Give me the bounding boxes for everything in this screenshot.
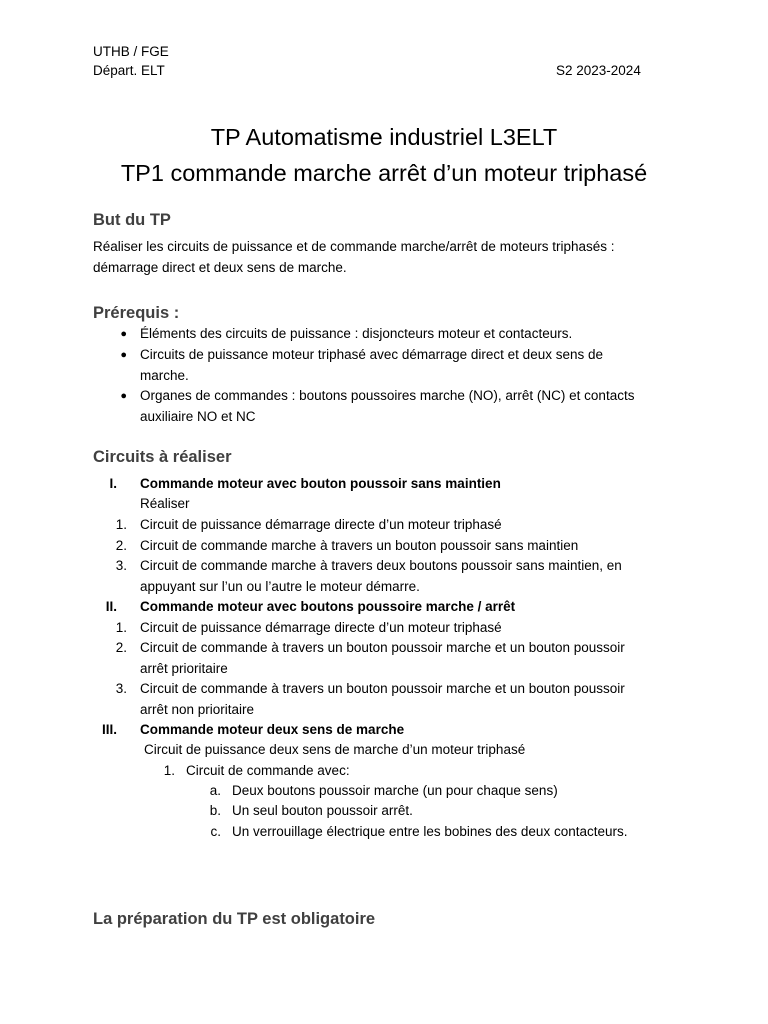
list-item-text: arrêt non prioritaire xyxy=(140,701,255,717)
letter-item xyxy=(196,801,666,822)
but-text-line: démarrage direct et deux sens de marche. xyxy=(93,259,347,275)
bullet-icon: ● xyxy=(120,390,127,402)
prerequis-item-text: Éléments des circuits de puissance : disjoncteurs moteur et contacteurs. xyxy=(140,326,573,341)
header-left xyxy=(93,42,169,80)
bullet-icon: ● xyxy=(120,349,127,361)
list-item-text: Circuit de puissance démarrage directe d’un moteur triphasé xyxy=(140,620,502,635)
list-item-text: Circuit de commande à travers un bouton poussoir marche et un bouton poussoir xyxy=(140,681,625,696)
list-item-text: arrêt prioritaire xyxy=(140,660,228,676)
prerequis-item-text: marche. xyxy=(140,367,189,383)
section-title: Commande moteur deux sens de marche xyxy=(140,722,405,737)
list-item xyxy=(100,515,670,536)
bullet-icon: ● xyxy=(120,328,127,340)
prerequis-item-text: auxiliaire NO et NC xyxy=(140,408,256,424)
list-letter: a. xyxy=(209,783,221,798)
list-letter: c. xyxy=(210,824,221,839)
list-number: 1. xyxy=(163,763,175,778)
letter-item-text: Un verrouillage électrique entre les bobines des deux contacteurs. xyxy=(232,824,628,839)
prerequis-item xyxy=(113,345,673,386)
prerequis-item-text: Organes de commandes : boutons poussoires marche (NO), arrêt (NC) et contacts xyxy=(140,388,635,403)
letter-item-text: Un seul bouton poussoir arrêt. xyxy=(232,803,413,818)
prerequis-item xyxy=(113,386,673,427)
header-department: Départ. ELT xyxy=(93,63,165,78)
list-number: 2. xyxy=(115,640,127,655)
preparation-note: La préparation du TP est obligatoire xyxy=(93,910,376,928)
list-item xyxy=(100,618,670,639)
heading-circuits: Circuits à réaliser xyxy=(93,448,232,466)
section-intro: Réaliser xyxy=(140,496,190,511)
letter-item xyxy=(196,781,666,802)
list-item-text: Circuit de commande avec: xyxy=(186,763,350,778)
header-institution: UTHB / FGE xyxy=(93,44,169,59)
letter-item xyxy=(196,822,666,843)
but-text-line: Réaliser les circuits de puissance et de commande marche/arrêt de moteurs triphasés : xyxy=(93,239,615,254)
heading-prerequis: Prérequis : xyxy=(93,304,180,322)
list-number: 2. xyxy=(115,538,127,553)
prerequis-item-text: Circuits de puissance moteur triphasé avec démarrage direct et deux sens de xyxy=(140,347,603,362)
list-item xyxy=(100,679,670,720)
header-semester: S2 2023-2024 xyxy=(556,63,641,78)
list-item-text: Circuit de commande marche à travers un bouton poussoir sans maintien xyxy=(140,538,579,553)
list-letter: b. xyxy=(209,803,221,818)
heading-but: But du TP xyxy=(93,211,171,229)
list-item xyxy=(100,638,670,679)
document-subtitle: TP1 commande marche arrêt d’un moteur triphasé xyxy=(120,160,648,186)
document-title: TP Automatisme industriel L3ELT xyxy=(210,124,558,150)
document-page: UTHB / FGE Départ. ELT S2 2023-2024 TP Automatisme industriel L3ELT TP1 commande marche arrêt d’un moteur triphasé But du TP Réaliser les circuits de puissance et de commande marche/arrêt de moteurs triphasés : démarrage direct et deux sens de marche. Prérequis : ● Éléments des circuits de puissance : disjoncteurs moteur et contacteurs. ● Circuits de puissance moteur triphasé avec démarrage direct et deux sens de marche. ● Organes de commandes : boutons poussoires marche (NO), arrêt (NC) et contacts auxiliaire NO et NC Circuits à réaliser I. Commande moteur avec bouton poussoir sans maintien Réaliser 1. Circuit de puissance démarrage directe d’un moteur triphasé 2. Circuit de commande marche à travers un bouton poussoir sans maintien 3. Circuit de commande marche à travers deux boutons poussoir sans maintien, en appuyant sur l’un ou l’autre le moteur démarre. II. Commande moteur avec boutons poussoire marche / arrêt 1. Circuit de puissance démarrage directe d’un moteur triphasé 2. Circuit de commande à travers un bouton poussoir marche et un bouton poussoir arrêt prioritaire 3. Circuit de commande à travers un bouton poussoir marche et un bouton poussoir arrêt non prioritaire III. Commande moteur deux sens de marche Circuit de puissance deux sens de marche d’un moteur triphasé 1. Circuit de commande avec: a. Deux boutons poussoir marche (un pour chaque sens) b. Un seul bouton poussoir arrêt. c. Un verrouillage électrique entre les bobines des deux contacteurs. La préparation du TP est obligatoire xyxy=(0,0,768,1024)
list-number: 3. xyxy=(115,558,127,573)
list-number: 3. xyxy=(115,681,127,696)
list-number: 1. xyxy=(115,620,127,635)
but-paragraph xyxy=(93,237,663,278)
section-title: Commande moteur avec boutons poussoire marche / arrêt xyxy=(140,599,516,614)
list-item-text: Circuit de commande à travers un bouton poussoir marche et un bouton poussoir xyxy=(140,640,625,655)
prerequis-item xyxy=(113,324,673,345)
letter-item-text: Deux boutons poussoir marche (un pour chaque sens) xyxy=(232,783,558,798)
list-item-text: appuyant sur l’un ou l’autre le moteur démarre. xyxy=(140,578,420,594)
list-item xyxy=(100,536,670,557)
list-number: 1. xyxy=(115,517,127,532)
list-item xyxy=(150,761,650,782)
section-intro: Circuit de puissance deux sens de marche d’un moteur triphasé xyxy=(144,742,526,757)
list-item-text: Circuit de commande marche à travers deux boutons poussoir sans maintien, en xyxy=(140,558,622,573)
list-item xyxy=(100,556,670,597)
list-item-text: Circuit de puissance démarrage directe d’un moteur triphasé xyxy=(140,517,502,532)
section-title: Commande moteur avec bouton poussoir sans maintien xyxy=(140,476,501,491)
